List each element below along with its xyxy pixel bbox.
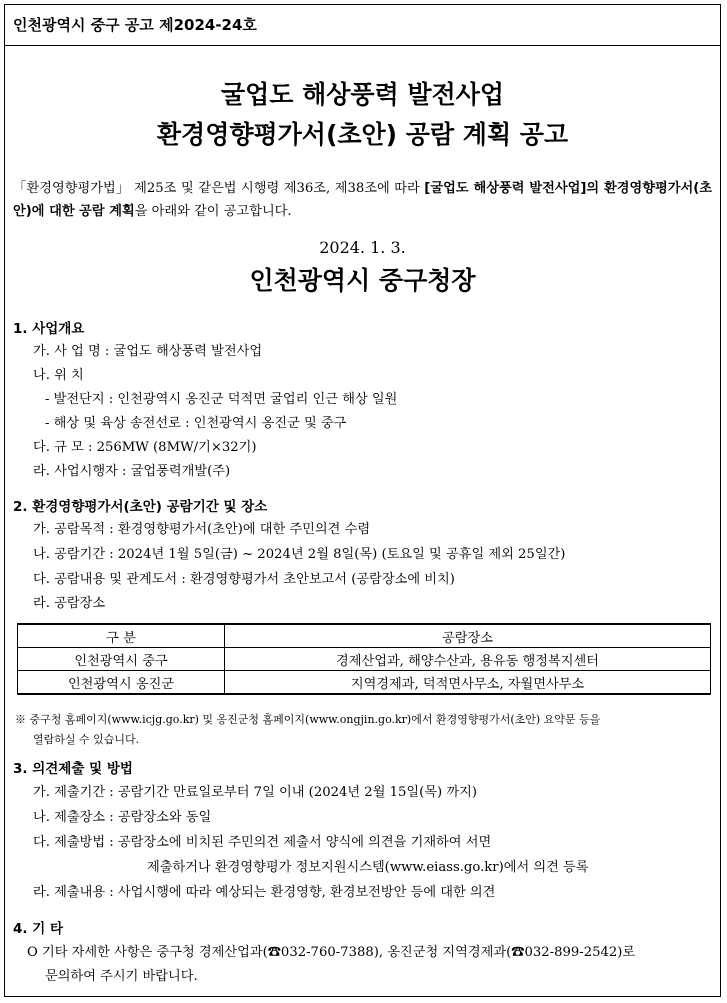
intro-bold-text: [굴업도 해상풍력 발전사업]의 환경영향평가서(초안)에 대한 공람 계획 xyxy=(13,181,712,219)
table-header-cell: 구 분 xyxy=(18,624,225,648)
intro-text-1: 「환경영향평가법」 제25조 및 같은법 시행령 제36조, 제38조에 따라 xyxy=(13,181,425,196)
table-header-row xyxy=(18,624,711,648)
section-1-line: 다. 규 모 : 256MW (8MW/기×32기) xyxy=(33,440,257,455)
note-line-1: ※ 중구청 홈페이지(www.icjg.go.kr) 및 옹진군청 홈페이지(www.ongjin.go.kr)에서 환경영향평가서(초안) 요약문 등을 xyxy=(15,713,601,726)
section-3-line: 나. 제출장소 : 공람장소와 동일 xyxy=(33,810,212,825)
notice-number: 인천광역시 중구 공고 제2024-24호 xyxy=(5,5,720,46)
note-line-2: 열람하실 수 있습니다. xyxy=(33,733,140,746)
table-row xyxy=(18,648,711,671)
section-1-line: - 해상 및 육상 송전선로 : 인천광역시 옹진군 및 중구 xyxy=(45,416,347,431)
section-2-heading: 2. 환경영향평가서(초안) 공람기간 및 장소 xyxy=(13,499,268,515)
section-1-line: 나. 위 치 xyxy=(33,368,84,383)
section-2-line: 가. 공람목적 : 환경영향평가서(초안)에 대한 주민의견 수렴 xyxy=(33,522,371,537)
section-4-line: O 기타 자세한 사항은 중구청 경제산업과(☎032-760-7388), 옹진군청 지역경제과(☎032-899-2542)로 xyxy=(27,945,636,960)
section-1-line: 가. 사 업 명 : 굴업도 해상풍력 발전사업 xyxy=(33,344,263,359)
title-line-1: 굴업도 해상풍력 발전사업 xyxy=(220,80,505,109)
viewing-places-table xyxy=(17,623,711,695)
section-3-line: 가. 제출기간 : 공람기간 만료일로부터 7일 이내 (2024년 2월 15일(목) 까지) xyxy=(33,785,477,800)
intro-paragraph xyxy=(13,177,712,223)
section-4-line: 문의하여 주시기 바랍니다. xyxy=(45,969,198,984)
section-3-line: 제출하거나 환경영향평가 정보지원시스템(www.eiass.go.kr)에서 의견 등록 xyxy=(147,860,589,875)
section-2-line: 다. 공람내용 및 관계도서 : 환경영향평가서 초안보고서 (공람장소에 비치) xyxy=(33,572,455,587)
table-cell: 경제산업과, 해양수산과, 용유동 행정복지센터 xyxy=(225,648,711,671)
section-1-line: - 발전단지 : 인천광역시 옹진군 덕적면 굴업리 인근 해상 일원 xyxy=(45,392,398,407)
table-row xyxy=(18,671,711,695)
table-cell: 인천광역시 중구 xyxy=(18,648,225,671)
table-header-cell: 공람장소 xyxy=(225,624,711,648)
notice-date: 2024. 1. 3. xyxy=(319,238,406,257)
table-cell: 인천광역시 옹진군 xyxy=(18,671,225,695)
notice-frame xyxy=(4,4,721,997)
section-2-line: 라. 공람장소 xyxy=(33,596,106,611)
website-note xyxy=(15,710,712,750)
title-line-2: 환경영향평가서(초안) 공람 계획 공고 xyxy=(156,120,569,149)
section-4-heading: 4. 기 타 xyxy=(13,921,64,937)
section-1-heading: 1. 사업개요 xyxy=(13,321,85,337)
section-3-line: 라. 제출내용 : 사업시행에 따라 예상되는 환경영향, 환경보전방안 등에 대한 의견 xyxy=(33,885,496,900)
section-3-line: 다. 제출방법 : 공람장소에 비치된 주민의견 제출서 양식에 의견을 기재하여 서면 xyxy=(33,835,492,850)
section-2-line: 나. 공람기간 : 2024년 1월 5일(금) ~ 2024년 2월 8일(목) (토요일 및 공휴일 제외 25일간) xyxy=(33,547,566,562)
table-cell: 지역경제과, 덕적면사무소, 자월면사무소 xyxy=(225,671,711,695)
section-1-line: 라. 사업시행자 : 굴업풍력개발(주) xyxy=(33,464,231,479)
issuer-name: 인천광역시 중구청장 xyxy=(249,266,476,295)
intro-text-2: 을 아래와 같이 공고합니다. xyxy=(134,204,292,219)
section-3-heading: 3. 의견제출 및 방법 xyxy=(13,761,133,777)
